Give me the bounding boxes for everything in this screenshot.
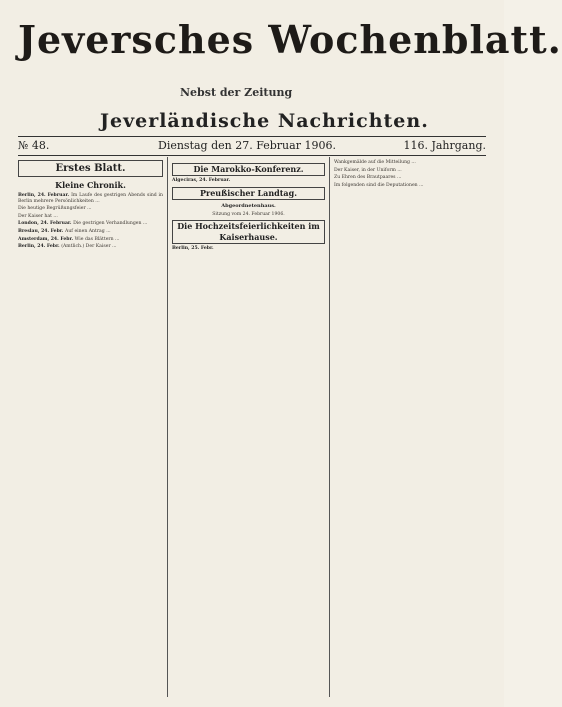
section-heading-marokko: Die Marokko-Konferenz. xyxy=(172,163,325,176)
hochzeit-lead: Berlin, 25. Febr. xyxy=(172,246,214,252)
article-paragraph xyxy=(334,175,486,181)
paragraph-text: Die gestrigen Verhandlungen ... xyxy=(73,221,148,227)
paragraph-lead: Breslau, 24. Febr. xyxy=(18,228,66,234)
paragraph-text: Im folgenden sind die Deputationen ... xyxy=(334,182,424,188)
marokko-lead: Algeciras, 24. Februar. xyxy=(172,178,231,183)
column-divider-1 xyxy=(167,157,168,697)
article-paragraph xyxy=(18,193,163,204)
issue-number: № 48. xyxy=(18,139,50,152)
paragraph-text: Zu Ehren des Brautpaares ... xyxy=(334,175,402,181)
paragraph-lead: Berlin, 24. Februar. xyxy=(18,193,72,198)
paragraph-text: Die heutige Begrüßungsfeier ... xyxy=(18,206,92,212)
article-paragraph xyxy=(334,168,486,174)
masthead-mid-label: Nebst der Zeitung xyxy=(180,86,293,99)
section-heading-hochzeit: Die Hochzeitsfeierlichkeiten im Kaiserhause. xyxy=(172,220,325,244)
section-heading-landtag: Preußischer Landtag. xyxy=(172,187,325,200)
masthead-subtitle: Jeverländische Nachrichten. xyxy=(100,110,429,132)
column-middle xyxy=(172,160,325,690)
article-paragraph xyxy=(18,214,163,220)
column-left xyxy=(18,160,163,690)
dateline-rule xyxy=(18,155,486,156)
section-subheading-abgeordnetenhaus: Abgeordnetenhaus. xyxy=(221,202,276,209)
paragraph-text: Wankgemälde auf die Mitteilung ... xyxy=(334,160,416,165)
paragraph-text: (Amtlich.) Der Kaiser ... xyxy=(61,244,117,250)
left-paragraphs xyxy=(18,193,163,250)
paragraph-lead: Amsterdam, 24. Febr. xyxy=(18,236,75,242)
paragraph-text: Der Kaiser hat ... xyxy=(18,213,58,219)
article-paragraph xyxy=(18,206,163,212)
issue-date: Dienstag den 27. Februar 1906. xyxy=(158,139,336,152)
article-paragraph xyxy=(334,160,486,166)
column-right xyxy=(334,160,486,690)
sitting-date: Sitzung vom 24. Februar 1906. xyxy=(212,211,285,217)
paragraph-text: Wie das Blättern ... xyxy=(74,236,120,242)
paragraph-lead: Berlin, 24. Febr. xyxy=(18,244,62,250)
paragraph-lead: London, 24. Februar. xyxy=(18,221,74,227)
paragraph-text: Der Kaiser, in der Uniform ... xyxy=(334,167,402,173)
volume-label: 116. Jahrgang. xyxy=(403,139,486,152)
article-paragraph xyxy=(18,229,163,235)
section-heading-chronicle: Kleine Chronik. xyxy=(55,180,126,190)
top-rule xyxy=(18,136,486,137)
paragraph-text: Auf einen Antrag ... xyxy=(65,228,111,234)
dateline xyxy=(18,139,486,153)
paragraph-text: Im Laufe des gestrigen Abends sind in Berlin mehrere Persönlichkeiten ... xyxy=(18,193,163,204)
article-paragraph xyxy=(18,221,163,227)
masthead-title: Jeversches Wochenblatt. xyxy=(18,17,562,62)
article-paragraph xyxy=(334,183,486,189)
first-sheet-header: Erstes Blatt. xyxy=(18,160,163,177)
article-paragraph xyxy=(18,244,163,250)
article-paragraph xyxy=(18,237,163,243)
column-divider-2 xyxy=(329,157,330,697)
right-paragraphs xyxy=(334,160,486,188)
